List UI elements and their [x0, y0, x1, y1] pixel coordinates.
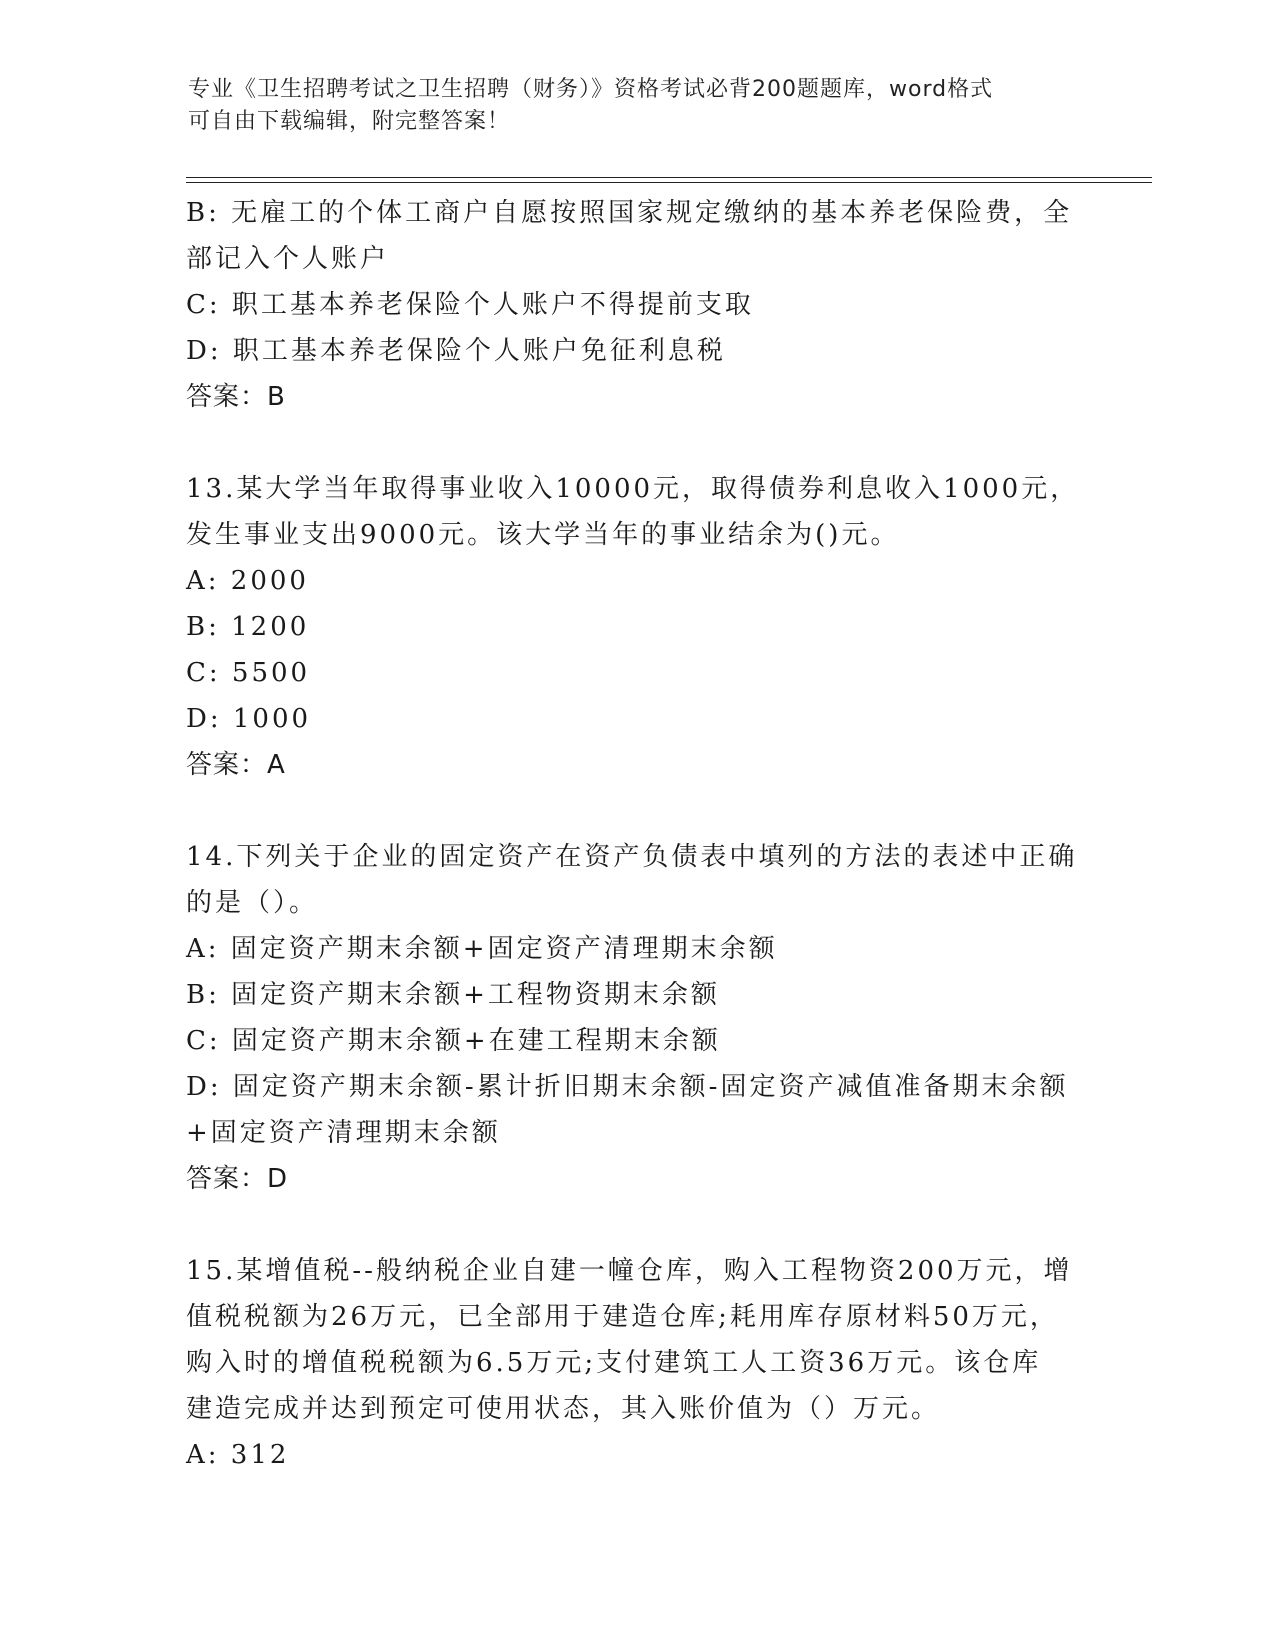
- question-stem-continued: 的是（）。: [186, 888, 319, 918]
- question-stem-continued: 购入时的增值税税额为6.5万元;支付建筑工人工资36万元。该仓库: [186, 1348, 1042, 1378]
- question-stem: 14.下列关于企业的固定资产在资产负债表中填列的方法的表述中正确: [186, 842, 1078, 872]
- option-b-continued: 部记入个人账户: [186, 244, 390, 274]
- question-12-continued: [186, 190, 1086, 420]
- option-a: A: 312: [186, 1440, 290, 1470]
- answer: 答案：D: [186, 1164, 289, 1194]
- question-stem-continued: 值税税额为26万元，已全部用于建造仓库;耗用库存原材料50万元，: [186, 1302, 1059, 1332]
- question-stem: 13.某大学当年取得事业收入10000元，取得债券利息收入1000元，: [186, 474, 1080, 504]
- header-divider-top: [186, 177, 1152, 178]
- option-d-continued: +固定资产清理期末余额: [186, 1118, 501, 1148]
- option-c: C: 固定资产期末余额+在建工程期末余额: [186, 1026, 721, 1056]
- header-title-line-1: 专业《卫生招聘考试之卫生招聘（财务）》资格考试必背200题题库，word格式: [188, 77, 994, 102]
- question-stem-continued: 发生事业支出9000元。该大学当年的事业结余为()元。: [186, 520, 900, 550]
- option-b: B: 无雇工的个体工商户自愿按照国家规定缴纳的基本养老保险费，全: [186, 198, 1073, 228]
- option-a: A: 2000: [186, 566, 309, 596]
- header-title-line-2: 可自由下载编辑，附完整答案！: [188, 109, 511, 134]
- option-a: A: 固定资产期末余额+固定资产清理期末余额: [186, 934, 778, 964]
- question-stem-continued: 建造完成并达到预定可使用状态，其入账价值为（）万元。: [186, 1394, 941, 1424]
- option-b: B: 1200: [186, 612, 310, 642]
- option-d: D: 固定资产期末余额-累计折旧期末余额-固定资产减值准备期末余额: [186, 1072, 1069, 1102]
- document-header: [188, 74, 1088, 138]
- question-stem: 15.某增值税--般纳税企业自建一幢仓库，购入工程物资200万元，增: [186, 1256, 1073, 1286]
- answer: 答案：A: [186, 750, 286, 780]
- header-divider-bottom: [186, 182, 1152, 183]
- answer: 答案：B: [186, 382, 286, 412]
- option-c: C: 5500: [186, 658, 311, 688]
- question-15: [186, 1248, 1086, 1478]
- option-c: C: 职工基本养老保险个人账户不得提前支取: [186, 290, 754, 320]
- spacer: [186, 420, 1086, 466]
- option-d: D: 1000: [186, 704, 312, 734]
- option-d: D: 职工基本养老保险个人账户免征利息税: [186, 336, 726, 366]
- question-14: [186, 834, 1086, 1202]
- document-body: [186, 190, 1086, 1478]
- spacer: [186, 788, 1086, 834]
- option-b: B: 固定资产期末余额+工程物资期末余额: [186, 980, 720, 1010]
- question-13: [186, 466, 1086, 788]
- spacer: [186, 1202, 1086, 1248]
